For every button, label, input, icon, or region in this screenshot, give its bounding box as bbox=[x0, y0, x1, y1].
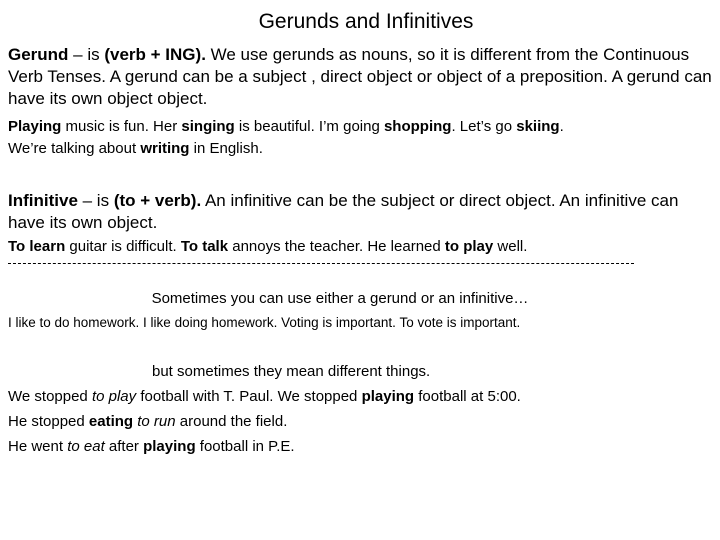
gerund-definition bbox=[8, 44, 714, 110]
gerund-term: Gerund bbox=[8, 45, 69, 64]
gerund-example-word: shopping bbox=[383, 118, 452, 135]
gerund-example-text: . Let’s go bbox=[451, 118, 517, 135]
example-text: football at 5:00. bbox=[414, 388, 521, 405]
gerund-example-text: We’re talking about bbox=[8, 140, 141, 157]
example-gerund: eating bbox=[88, 413, 134, 430]
different-example-1 bbox=[8, 386, 714, 408]
infinitive-example-text: annoys the teacher. He learned bbox=[228, 238, 445, 255]
infinitive-example-word: to play bbox=[444, 238, 494, 255]
example-gerund: playing bbox=[143, 438, 196, 455]
example-infinitive: to run bbox=[137, 413, 176, 430]
slide-title: Gerunds and Infinitives bbox=[258, 10, 474, 33]
gerund-example-text: music is fun. Her bbox=[61, 118, 182, 135]
example-text: football in P.E. bbox=[195, 438, 295, 455]
example-text: around the field. bbox=[175, 413, 288, 430]
gerund-example-text: is beautiful. I’m going bbox=[234, 118, 384, 135]
infinitive-examples bbox=[8, 236, 714, 258]
either-heading: Sometimes you can use either a gerund or an infinitive… bbox=[151, 290, 529, 307]
gerund-definition-text: We use gerunds as nouns, so it is different from the Continuous Verb Tenses. A gerund can be a subject , direct object or object of a preposition. A gerund can have its own object object. bbox=[8, 45, 712, 108]
infinitive-example-text: guitar is difficult. bbox=[65, 238, 181, 255]
infinitive-example-word: To talk bbox=[180, 238, 229, 255]
gerund-example-text: . bbox=[559, 118, 564, 135]
example-text: He went bbox=[8, 438, 68, 455]
gerund-example-word: singing bbox=[181, 118, 235, 135]
infinitive-term: Infinitive bbox=[8, 191, 78, 210]
example-text: football with T. Paul. We stopped bbox=[136, 388, 362, 405]
gerund-example-word: skiing bbox=[516, 118, 560, 135]
gerund-examples bbox=[8, 116, 714, 160]
gerund-dash: – is bbox=[68, 45, 105, 64]
different-example-2 bbox=[8, 411, 714, 433]
different-example-3 bbox=[8, 436, 714, 458]
infinitive-definition bbox=[8, 190, 714, 234]
example-text: We stopped bbox=[8, 388, 92, 405]
example-text: He stopped bbox=[8, 413, 89, 430]
example-gerund: playing bbox=[361, 388, 415, 405]
example-infinitive: to play bbox=[91, 388, 137, 405]
dashed-divider bbox=[8, 263, 634, 264]
example-infinitive: to eat bbox=[67, 438, 105, 455]
gerund-example-word: Playing bbox=[8, 118, 62, 135]
example-text: after bbox=[104, 438, 144, 455]
different-heading: but sometimes they mean different things. bbox=[152, 363, 431, 380]
infinitive-dash: – is bbox=[77, 191, 114, 210]
infinitive-formula: (to + verb). bbox=[113, 191, 202, 210]
infinitive-example-word: To learn bbox=[8, 238, 66, 255]
gerund-formula: (verb + ING). bbox=[104, 45, 206, 64]
either-examples: I like to do homework. I like doing homework. Voting is important. To vote is important. bbox=[8, 315, 521, 330]
gerund-example-text: in English. bbox=[189, 140, 263, 157]
infinitive-definition-text: An infinitive can be the subject or direct object. An infinitive can have its own object. bbox=[8, 191, 679, 232]
infinitive-example-text: well. bbox=[493, 238, 528, 255]
gerund-example-word: writing bbox=[140, 140, 190, 157]
